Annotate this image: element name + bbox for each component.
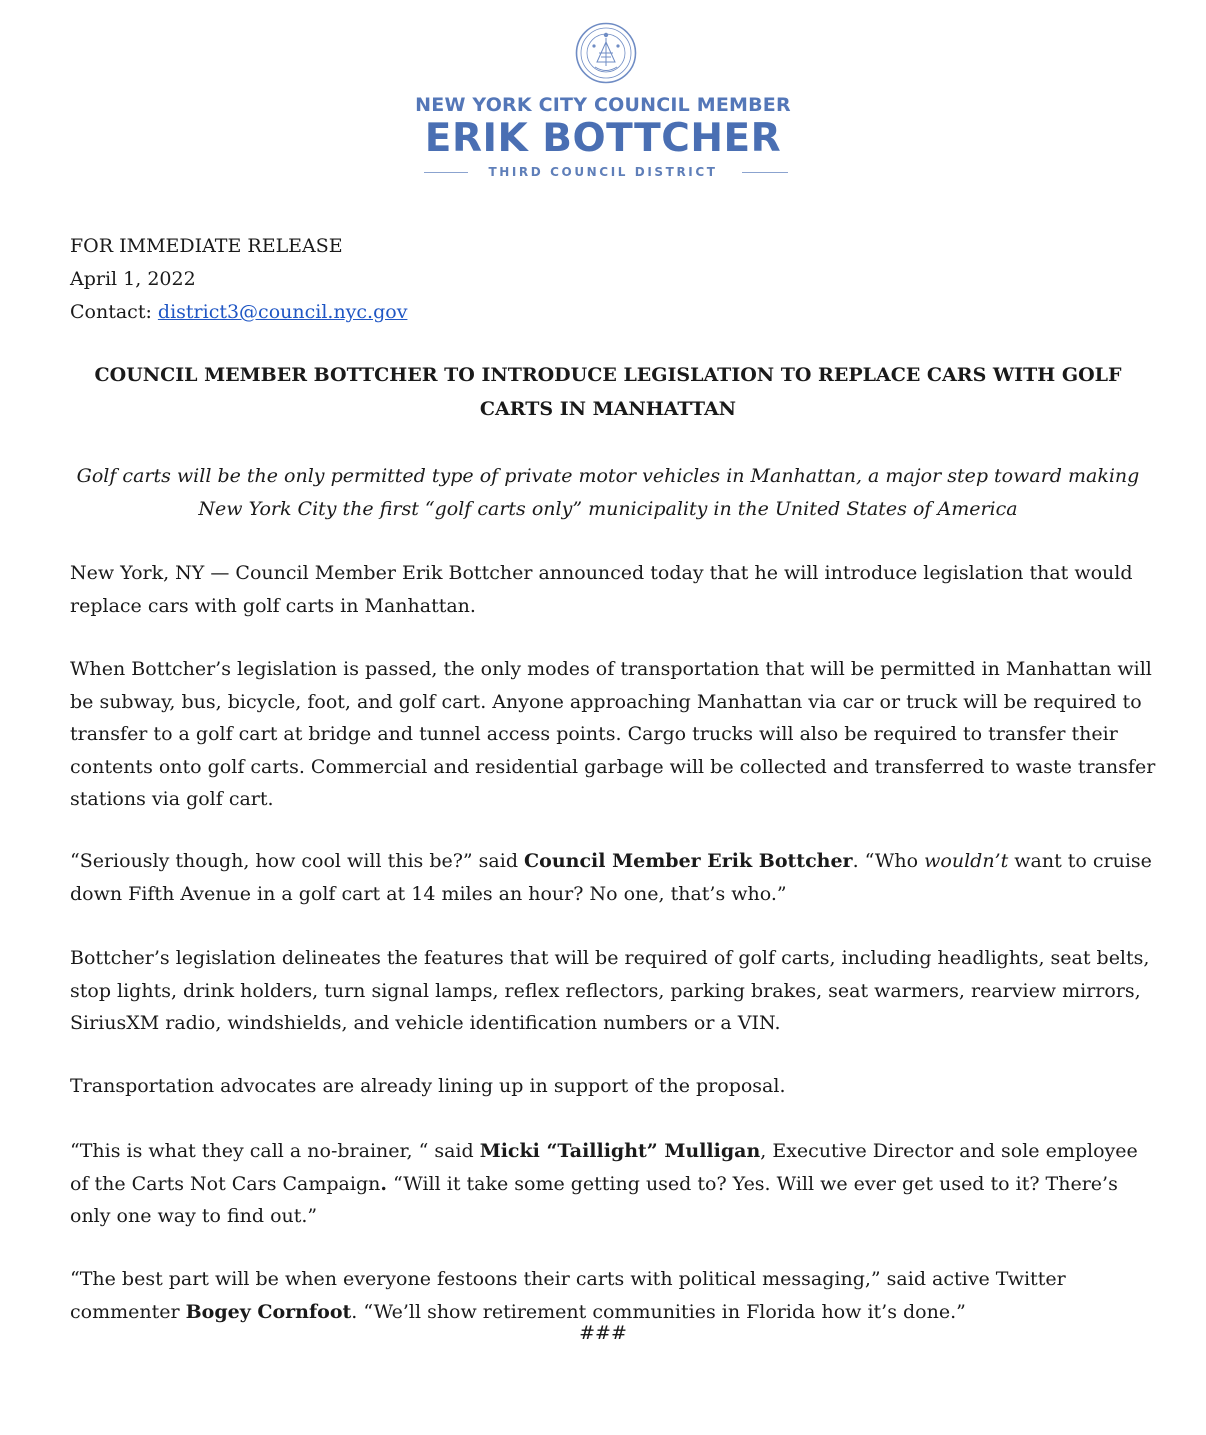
- letterhead-title: NEW YORK CITY COUNCIL MEMBER: [415, 94, 791, 116]
- contact-label: Contact:: [70, 301, 158, 323]
- letterhead-name: ERIK BOTTCHER: [424, 116, 782, 161]
- quote-text: “Seriously though, how cool will this be?” said: [70, 850, 525, 872]
- speaker-name: Council Member Erik Bottcher: [524, 850, 853, 872]
- paragraph-advocates: Transportation advocates are already lining up in support of the proposal.: [70, 1075, 786, 1097]
- quote-text: “This is what they call a no-brainer, “ said: [70, 1140, 480, 1162]
- headline: COUNCIL MEMBER BOTTCHER TO INTRODUCE LEGISLATION TO REPLACE CARS WITH GOLF CARTS IN MANHATTAN: [94, 364, 1122, 420]
- emphasis-text: wouldn’t: [924, 850, 1009, 872]
- paragraph-cornfoot-quote: [70, 1263, 1160, 1328]
- paragraph-features: Bottcher’s legislation delineates the features that will be required of golf carts, including headlights, seat belts, stop lights, drink holders, turn signal lamps, reflex reflectors, parking brakes, seat warmers, rearview mirrors, SiriusXM radio, windshields, and vehicle identification numbers or a VIN.: [70, 947, 1150, 1034]
- release-info: [70, 230, 407, 329]
- paragraph-bottcher-quote: [70, 845, 1160, 910]
- letterhead-rule-right: [742, 172, 788, 173]
- paragraph-intro: New York, NY — Council Member Erik Bottcher announced today that he will introduce legislation that would replace cars with golf carts in Manhattan.: [70, 562, 1133, 617]
- paragraph-transportation: When Bottcher’s legislation is passed, the only modes of transportation that will be permitted in Manhattan will be subway, bus, bicycle, foot, and golf cart. Anyone approaching Manhattan via car or truck will be required to transfer to a golf cart at bridge and tunnel access points. Cargo trucks will also be required to transfer their contents onto golf carts. Commercial and residential garbage will be collected and transferred to waste transfer stations via golf cart.: [70, 658, 1156, 810]
- release-date: April 1, 2022: [70, 268, 196, 290]
- contact-email-link[interactable]: district3@council.nyc.gov: [157, 301, 408, 323]
- quote-text: “Will it take some getting used to? Yes. Will we ever get used to it? There’s only one way to find out.”: [70, 1172, 1118, 1227]
- bold-period: .: [380, 1172, 387, 1195]
- quote-text: want to cruise down Fifth Avenue in a golf cart at 14 miles an hour? No one, that’s who.”: [70, 850, 1152, 905]
- letterhead-district: THIRD COUNCIL DISTRICT: [488, 165, 718, 179]
- quote-text: . “We’ll show retirement communities in Florida how it’s done.”: [351, 1300, 966, 1323]
- nyc-seal-icon: [575, 22, 637, 84]
- end-mark: ###: [579, 1322, 627, 1344]
- quote-text: , Executive Director and sole employee of the Carts Not Cars Campaign: [70, 1140, 1138, 1195]
- paragraph-mulligan-quote: [70, 1135, 1160, 1233]
- quote-text: “The best part will be when everyone festoons their carts with political messaging,” said active Twitter commenter: [70, 1268, 1066, 1323]
- subheadline: Golf carts will be the only permitted type of private motor vehicles in Manhattan, a major step toward making New York City the first “golf carts only” municipality in the United States of America: [76, 465, 1140, 520]
- quote-text: . “Who: [852, 850, 925, 872]
- speaker-name: Micki “Taillight” Mulligan: [479, 1140, 761, 1162]
- release-contact: [70, 296, 407, 329]
- release-label: FOR IMMEDIATE RELEASE: [70, 235, 343, 257]
- speaker-name: Bogey Cornfoot: [185, 1300, 352, 1323]
